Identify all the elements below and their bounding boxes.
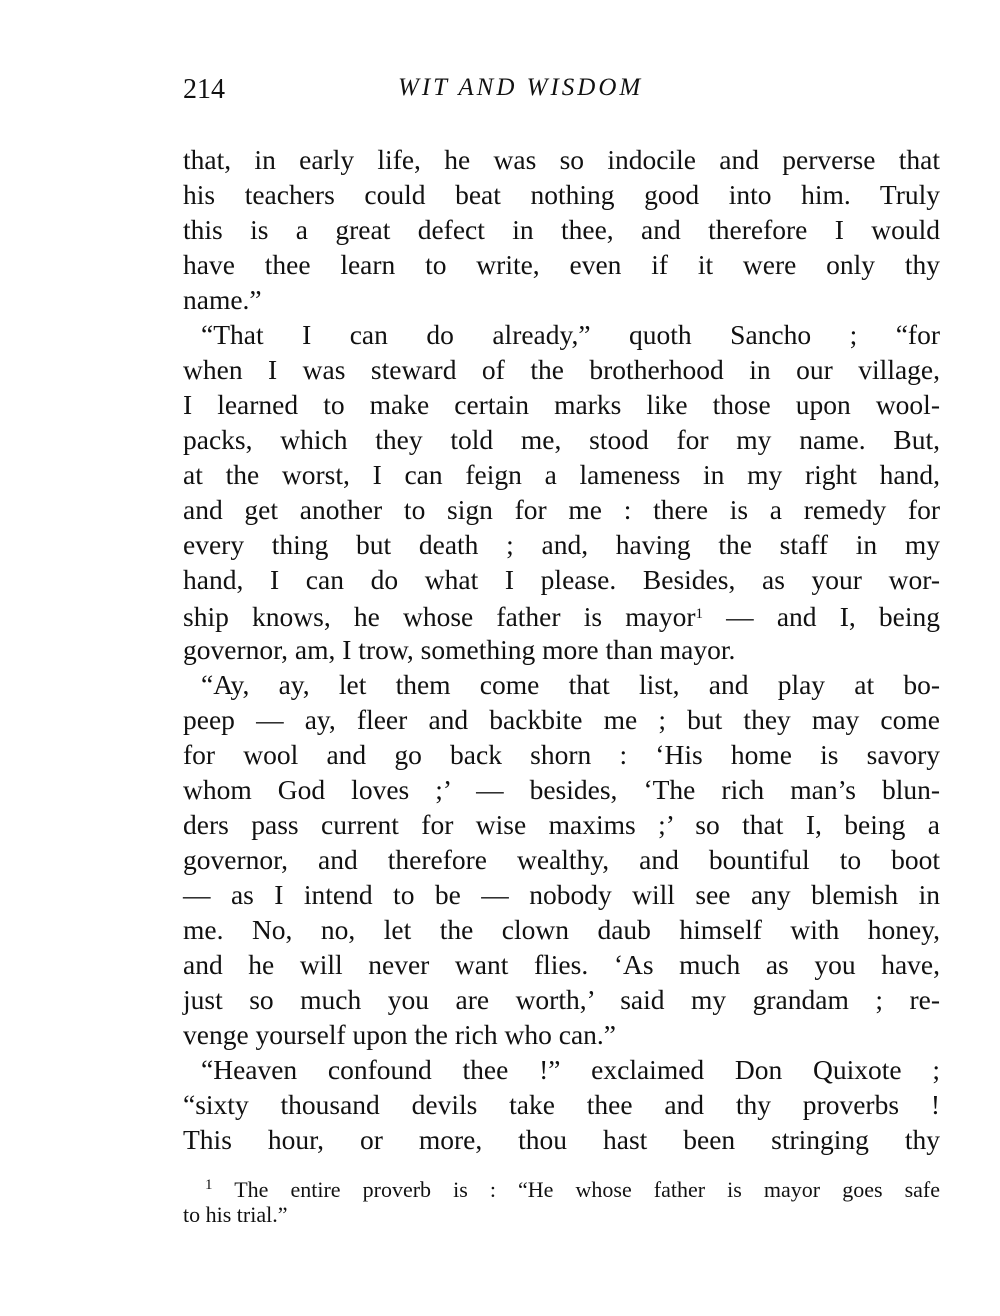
text-line: when I was steward of the brotherhood in our village, — [183, 354, 940, 385]
text-line: packs, which they told me, stood for my name. But, — [183, 424, 940, 455]
text-line: This hour, or more, thou hast been stringing thy — [183, 1124, 940, 1155]
text-line: name.” — [183, 284, 262, 315]
text-line: “That I can do already,” quoth Sancho ; “for — [201, 319, 940, 350]
text-segment: — and I, being — [726, 601, 940, 632]
text-segment: ship knows, he whose father is mayor — [183, 601, 696, 632]
text-line-with-footnote-ref — [183, 597, 940, 632]
running-header — [183, 74, 940, 114]
text-line: whom God loves ;’ — besides, ‘The rich man’s blun- — [183, 774, 940, 805]
page-number: 214 — [183, 74, 225, 105]
footnote-ref: 1 — [695, 606, 703, 622]
text-line: this is a great defect in thee, and therefore I would — [183, 214, 940, 245]
footnote-line — [183, 1170, 940, 1200]
text-line: and get another to sign for me : there is a remedy for — [183, 494, 940, 525]
text-line: me. No, no, let the clown daub himself with honey, — [183, 914, 940, 945]
text-line: and he will never want flies. ‘As much as you have, — [183, 949, 940, 980]
text-line: at the worst, I can feign a lameness in my right hand, — [183, 459, 940, 490]
text-line: governor, am, I trow, something more than mayor. — [183, 634, 736, 665]
text-line: peep — ay, fleer and backbite me ; but they may come — [183, 704, 940, 735]
text-line: I learned to make certain marks like those upon wool- — [183, 389, 940, 420]
text-line: just so much you are worth,’ said my grandam ; re- — [183, 984, 940, 1015]
text-line: “Heaven confound thee !” exclaimed Don Quixote ; — [201, 1054, 940, 1085]
text-line: his teachers could beat nothing good into him. Truly — [183, 179, 940, 210]
text-line: have thee learn to write, even if it were only thy — [183, 249, 940, 280]
text-line: “sixty thousand devils take thee and thy proverbs ! — [183, 1089, 940, 1120]
text-line: hand, I can do what I please. Besides, as your wor- — [183, 564, 940, 595]
text-line: every thing but death ; and, having the staff in my — [183, 529, 940, 560]
footnote — [183, 1170, 940, 1230]
running-title: WIT AND WISDOM — [398, 74, 644, 101]
text-line: venge yourself upon the rich who can.” — [183, 1019, 616, 1050]
text-line: — as I intend to be — nobody will see any blemish in — [183, 879, 940, 910]
text-line: for wool and go back shorn : ‘His home is savory — [183, 739, 940, 770]
footnote-line: to his trial.” — [183, 1202, 288, 1227]
footnote-text: The entire proverb is : “He whose father is mayor goes safe — [234, 1177, 941, 1202]
text-line: “Ay, ay, let them come that list, and play at bo- — [201, 669, 940, 700]
footnote-marker: 1 — [205, 1177, 213, 1193]
text-line: that, in early life, he was so indocile and perverse that — [183, 144, 940, 175]
text-line: governor, and therefore wealthy, and bountiful to boot — [183, 844, 940, 875]
body-text — [183, 142, 940, 1157]
text-line: ders pass current for wise maxims ;’ so that I, being a — [183, 809, 940, 840]
